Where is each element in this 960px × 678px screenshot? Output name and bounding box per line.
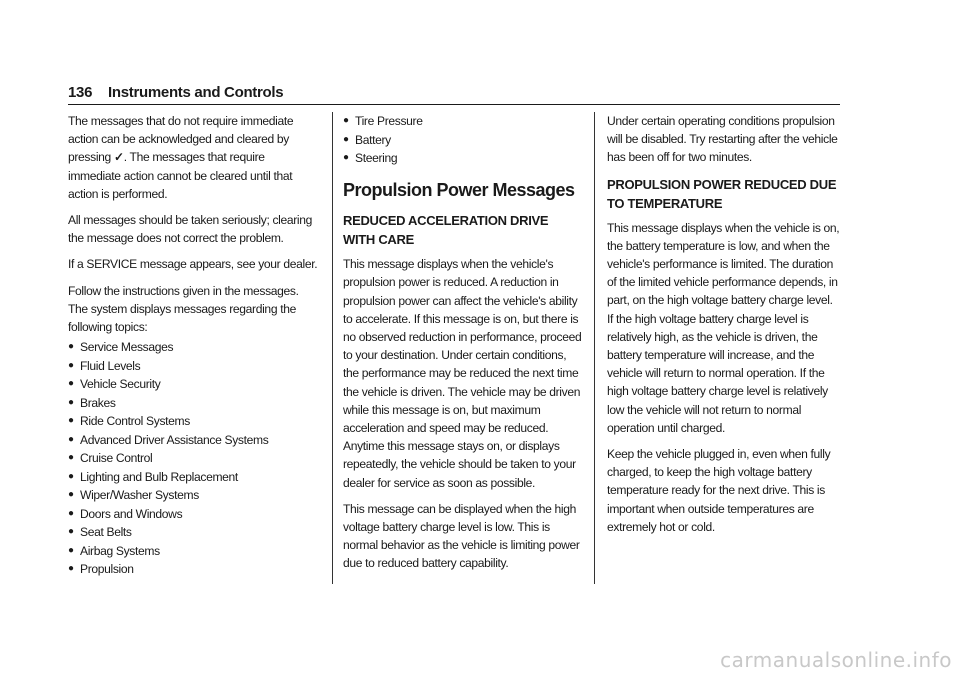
topics-list-continued (343, 112, 583, 167)
bullet-icon: ● (68, 507, 74, 519)
paragraph: This message displays when the vehicle's propulsion power is reduced. A reduction in propulsion power can affect the vehicle's ability to accelerate. If this message is on, but there is no observed reduction in performance, proceed to your destination. Under certain conditions, the performance may be reduced the next time the vehicle is driven. The vehicle may be driven while this message is on, but maximum acceleration and speed may be reduced. Anytime this message stays on, or displays repeatedly, the vehicle should be taken to your dealer for service as soon as possible. (343, 257, 582, 490)
bullet-icon: ● (68, 544, 74, 556)
list-item: ● Airbag Systems (68, 542, 320, 560)
list-item: ● Brakes (68, 394, 320, 412)
bullet-icon: ● (343, 133, 349, 145)
bullet-icon: ● (343, 115, 349, 126)
column-divider (332, 112, 333, 584)
list-item: ● Cruise Control (68, 449, 320, 467)
topics-list (68, 338, 320, 578)
section-title: Instruments and Controls (108, 84, 284, 101)
bullet-icon: ● (68, 433, 74, 445)
bullet-icon: ● (68, 470, 74, 482)
check-icon: ✓ (113, 150, 124, 165)
watermark: carmanualsonline.info (720, 648, 952, 672)
bullet-icon: ● (68, 526, 74, 538)
page-header (68, 84, 840, 105)
bullet-icon: ● (68, 341, 74, 353)
bullet-icon: ● (68, 415, 74, 427)
column-divider (594, 112, 595, 584)
bullet-icon: ● (68, 489, 74, 501)
message-heading: REDUCED ACCELERATION DRIVE WITH CARE (343, 213, 549, 248)
list-item: ● Wiper/Washer Systems (68, 486, 320, 504)
paragraph: Under certain operating conditions propulsion will be disabled. Try restarting after the vehicle has been off for two minutes. (607, 114, 838, 165)
page-number: 136 (68, 84, 93, 101)
paragraph: This message displays when the vehicle is on, the battery temperature is low, and when the vehicle's performance is limited. The duration of the limited vehicle performance depends, in part, on the high voltage battery charge level. If the high voltage battery charge level is relatively high, as the vehicle is driven, the battery temperature will increase, and the vehicle will return to normal operation. If the high voltage battery charge level is relatively low the vehicle will not return to normal operation until charged. (607, 220, 840, 435)
column-3 (607, 112, 841, 544)
bullet-icon: ● (68, 396, 74, 408)
bullet-icon: ● (68, 378, 74, 390)
paragraph: Keep the vehicle plugged in, even when fully charged, to keep the high voltage battery temperature ready for the next drive. This is important when outside temperatures are extremely hot or cold. (607, 447, 831, 534)
bullet-icon: ● (343, 152, 349, 163)
intro-paragraph: The messages that do not require immediate action can be acknowledged and cleared by pressing ✓. The messages that require immediate action cannot be cleared until that action is performed. (68, 114, 294, 201)
list-item: ● Battery (343, 131, 583, 149)
list-item: ● Vehicle Security (68, 375, 320, 393)
message-heading: PROPULSION POWER REDUCED DUE TO TEMPERATURE (607, 176, 837, 211)
list-item: ● Steering (343, 149, 583, 167)
bullet-icon: ● (68, 452, 74, 464)
paragraph: This message can be displayed when the high voltage battery charge level is low. This is normal behavior as the vehicle is limiting power due to reduced battery capability. (343, 501, 580, 571)
bullet-icon: ● (68, 359, 74, 371)
list-item: ● Seat Belts (68, 523, 320, 541)
paragraph: Follow the instructions given in the messages. The system displays messages regarding the following topics: (68, 283, 299, 335)
list-item: ● Ride Control Systems (68, 412, 320, 430)
list-item: ● Lighting and Bulb Replacement (68, 468, 320, 486)
list-item: ● Propulsion (68, 560, 320, 578)
section-heading: Propulsion Power Messages (343, 180, 575, 201)
list-item: ● Advanced Driver Assistance Systems (68, 431, 320, 449)
list-item: ● Service Messages (68, 338, 320, 356)
paragraph: All messages should be taken seriously; clearing the message does not correct the problem. (68, 213, 313, 246)
bullet-icon: ● (68, 563, 74, 575)
list-item: ● Doors and Windows (68, 505, 320, 523)
list-item: ● Fluid Levels (68, 357, 320, 375)
column-2 (343, 112, 583, 581)
paragraph: If a SERVICE message appears, see your dealer. (68, 257, 318, 272)
column-1 (68, 112, 320, 579)
list-item: ● Tire Pressure (343, 112, 583, 130)
